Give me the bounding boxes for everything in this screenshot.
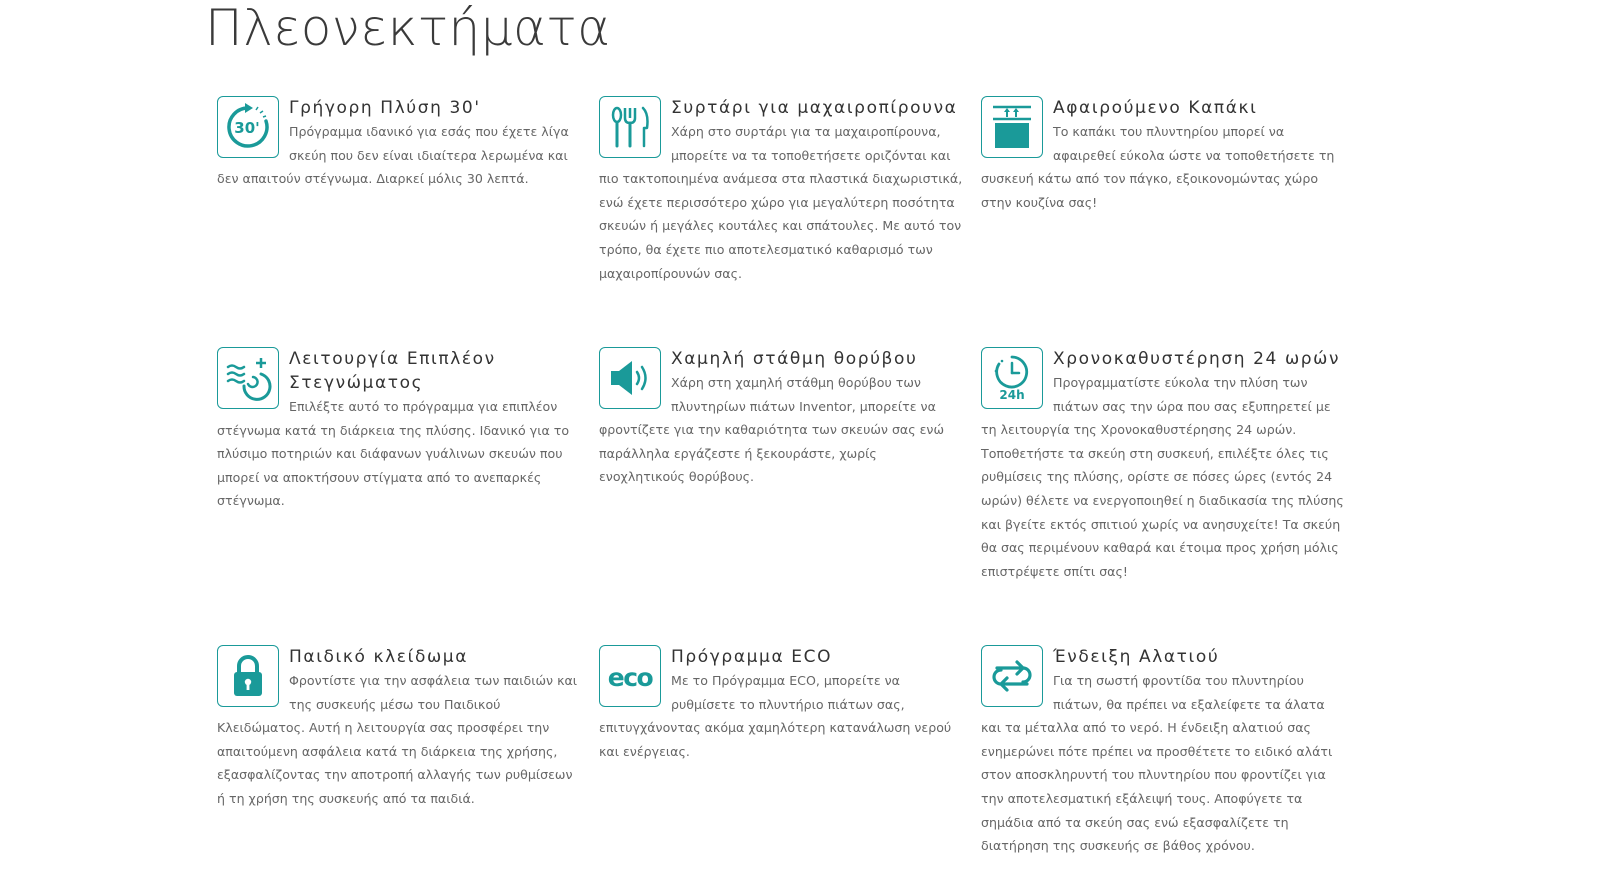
feature-description: Χάρη στη χαμηλή στάθμη θορύβου των πλυντηρίων πιάτων Inventor, μπορείτε να φροντίζετε για την καθαριότητα των σκευών σας ενώ παράλληλα εργάζεστε ή ξεκουράστε, χωρίς ενοχλητικούς θορύβους. <box>599 375 945 485</box>
feature-description: Χάρη στο συρτάρι για τα μαχαιροπίρουνα, μπορείτε να τα τοποθετήσετε οριζόνται και πιο τακτοποιημένα ανάμεσα στα πλαστικά διαχωριστικά, ενώ έχετε περισσότερο χώρο για μεγαλύτερη ποσότητα σκευών ή μεγάλες κουτάλες και σπάτουλες. Με αυτό τον τρόπο, θα έχετε πιο αποτελεσματικό καθαρισμό των μαχαιροπίρουνών σας. <box>599 124 963 281</box>
feature-description: Για τη σωστή φροντίδα του πλυντηρίου πιάτων, θα πρέπει να εξαλείφετε τα άλατα και τα μέταλλα από το νερό. Η ένδειξη αλατιού σας ενημερώνει πότε πρέπει να προσθέτετε το ειδικό αλάτι στον αποσκληρυντή του πλυντηρίου που φροντίζει για την αποτελεσματική εξάλειψή τους. Αποφύγετε τα σημάδια από τα σκεύη σας ενώ εξασφαλίζετε τη διατήρηση της συσκευής σε βάθος χρόνου. <box>981 673 1333 854</box>
removable-lid-icon <box>981 96 1043 158</box>
feature-title: Αφαιρούμενο Καπάκι <box>1053 98 1258 118</box>
feature-description: Το καπάκι του πλυντηρίου μπορεί να αφαιρεθεί εύκολα ώστε να τοποθετήσετε τη συσκευή κάτω από τον πάγκο, εξοικονομώντας χώρο στην κουζίνα σας! <box>981 124 1335 210</box>
eco-icon <box>599 645 661 707</box>
feature-quick-wash <box>217 96 581 191</box>
cutlery-icon <box>599 96 661 158</box>
feature-removable-lid <box>981 96 1345 214</box>
feature-title: Χαμηλή στάθμη θορύβου <box>671 349 918 369</box>
feature-description: Προγραμματίστε εύκολα την πλύση των πιάτων σας την ώρα που σας εξυπηρετεί με τη λειτουργία της Χρονοκαθυστέρησης 24 ωρών. Τοποθετήστε τα σκεύη στη συσκευή, επιλέξτε όλες τις ρυθμίσεις της πλύσης, ορίστε σε πόσες ώρες (εντός 24 ωρών) θέλετε να ενεργοποιηθεί η διαδικασία της πλύσης και βγείτε εκτός σπιτιού χωρίς να ανησυχείτε! Τα σκεύη θα σας περιμένουν καθαρά και έτοιμα προς χρήση μόλις επιστρέψετε σπίτι σας! <box>981 375 1344 579</box>
feature-description: Πρόγραμμα ιδανικό για εσάς που έχετε λίγα σκεύη που δεν είναι ιδιαίτερα λερωμένα και δεν απαιτούν στέγνωμα. Διαρκεί μόλις 30 λεπτά. <box>217 124 569 187</box>
feature-low-noise <box>599 347 963 489</box>
feature-description: Φροντίστε για την ασφάλεια των παιδιών και της συσκευής μέσω του Παιδικού Κλειδώματος. Αυτή η λειτουργία σας προσφέρει την απαιτούμενη ασφάλεια κατά τη διάρκεια της χρήσης, εξασφαλίζοντας την αποτροπή αλλαγής των ρυθμίσεων ή τη χρήση της συσκευής από τα παιδιά. <box>217 673 578 806</box>
feature-cutlery-drawer <box>599 96 963 285</box>
quick-wash-30-icon <box>217 96 279 158</box>
feature-eco-program <box>599 645 963 763</box>
feature-title: Συρτάρι για μαχαιροπίρουνα <box>671 98 958 118</box>
padlock-icon <box>217 645 279 707</box>
feature-title: Παιδικό κλείδωμα <box>289 647 468 667</box>
feature-child-lock <box>217 645 581 811</box>
feature-title: Γρήγορη Πλύση 30' <box>289 98 481 118</box>
feature-delay-timer <box>981 347 1345 583</box>
feature-extra-drying <box>217 347 581 513</box>
speaker-icon <box>599 347 661 409</box>
timer-label: 24h <box>999 388 1025 402</box>
feature-title: Λειτουργία Επιπλέον Στεγνώματος <box>289 349 496 393</box>
feature-title: Χρονοκαθυστέρηση 24 ωρών <box>1053 349 1341 369</box>
salt-indicator-icon <box>981 645 1043 707</box>
feature-description: Με το Πρόγραμμα ECO, μπορείτε να ρυθμίσετε το πλυντήριο πιάτων σας, επιτυγχάνοντας ακόμα χαμηλότερη κατανάλωση νερού και ενέργειας. <box>599 673 952 759</box>
extra-dry-icon <box>217 347 279 409</box>
timer-24h-icon <box>981 347 1043 409</box>
feature-title: Πρόγραμμα ECO <box>671 647 833 667</box>
svg-text:30': 30' <box>234 119 260 137</box>
feature-salt-indicator <box>981 645 1345 858</box>
eco-label: eco <box>607 663 653 692</box>
feature-description: Επιλέξτε αυτό το πρόγραμμα για επιπλέον στέγνωμα κατά τη διάρκεια της πλύσης. Ιδανικό για το πλύσιμο ποτηριών και διάφανων γυάλινων σκευών που μπορεί να αποκτήσουν στίγματα από το ανεπαρκές στέγνωμα. <box>217 399 570 509</box>
feature-title: Ένδειξη Αλατιού <box>1053 647 1220 667</box>
page-title: Πλεονεκτήματα <box>205 0 611 57</box>
